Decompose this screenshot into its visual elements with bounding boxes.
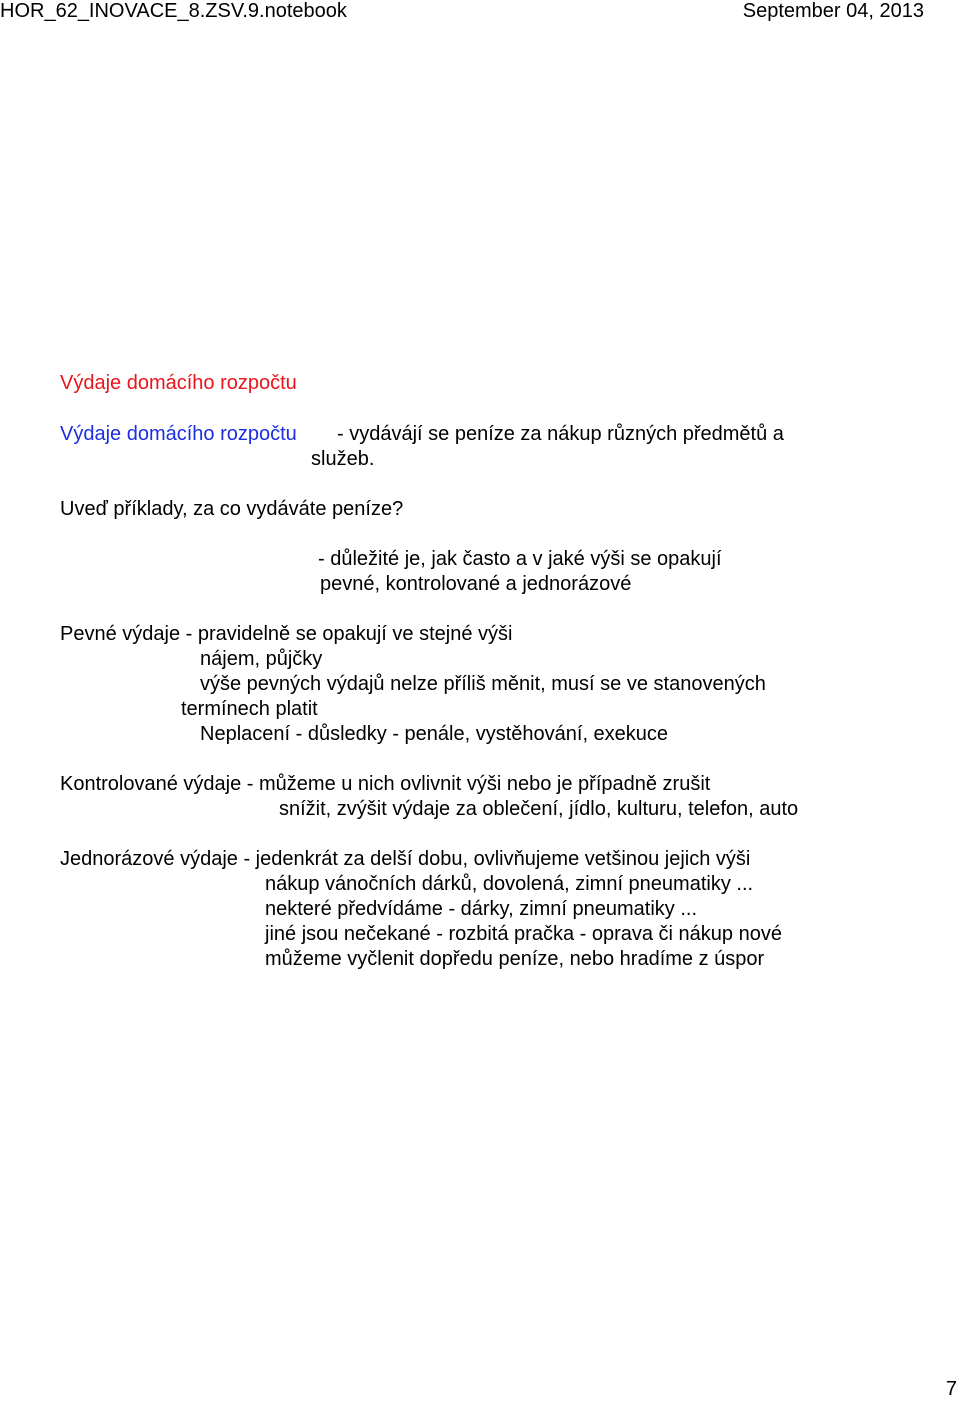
fixed-expenses-consequences: Neplacení - důsledky - penále, vystěhování, exekuce — [200, 723, 669, 745]
question: Uveď příklady, za co vydáváte peníze? — [60, 498, 404, 520]
header-filename: HOR_62_INOVACE_8.ZSV.9.notebook — [0, 0, 347, 22]
onetime-expenses-predictable: nekteré předvídáme - dárky, zimní pneumatiky ... — [265, 898, 698, 920]
fixed-expenses-detail-1: výše pevných výdajů nelze příliš měnit, musí se ve stanovených — [200, 673, 766, 695]
onetime-expenses-unexpected: jiné jsou nečekané - rozbitá pračka - oprava či nákup nové — [265, 923, 782, 945]
header-date: September 04, 2013 — [742, 0, 924, 22]
controlled-expenses-heading: Kontrolované výdaje - můžeme u nich ovlivnit výši nebo je případně zrušit — [60, 773, 711, 795]
page-title: Výdaje domácího rozpočtu — [60, 372, 297, 394]
onetime-expenses-savings: můžeme vyčlenit dopředu peníze, nebo hradíme z úspor — [265, 948, 765, 970]
fixed-expenses-heading: Pevné výdaje - pravidelně se opakují ve stejné výši — [60, 623, 513, 645]
definition-text-2: služeb. — [311, 448, 375, 470]
fixed-expenses-detail-2: termínech platit — [181, 698, 318, 720]
page-number: 7 — [945, 1378, 957, 1400]
onetime-expenses-heading: Jednorázové výdaje - jedenkrát za delší dobu, ovlivňujeme vetšinou jejich výši — [60, 848, 751, 870]
note-line-2: pevné, kontrolované a jednorázové — [320, 573, 632, 595]
onetime-expenses-examples: nákup vánočních dárků, dovolená, zimní pneumatiky ... — [265, 873, 754, 895]
definition-term: Výdaje domácího rozpočtu — [60, 423, 297, 445]
note-line-1: - důležité je, jak často a v jaké výši se opakují — [318, 548, 722, 570]
definition-text-1: - vydávájí se peníze za nákup různých předmětů a — [337, 423, 784, 445]
fixed-expenses-examples: nájem, půjčky — [200, 648, 323, 670]
controlled-expenses-examples: snížit, zvýšit výdaje za oblečení, jídlo, kulturu, telefon, auto — [279, 798, 799, 820]
